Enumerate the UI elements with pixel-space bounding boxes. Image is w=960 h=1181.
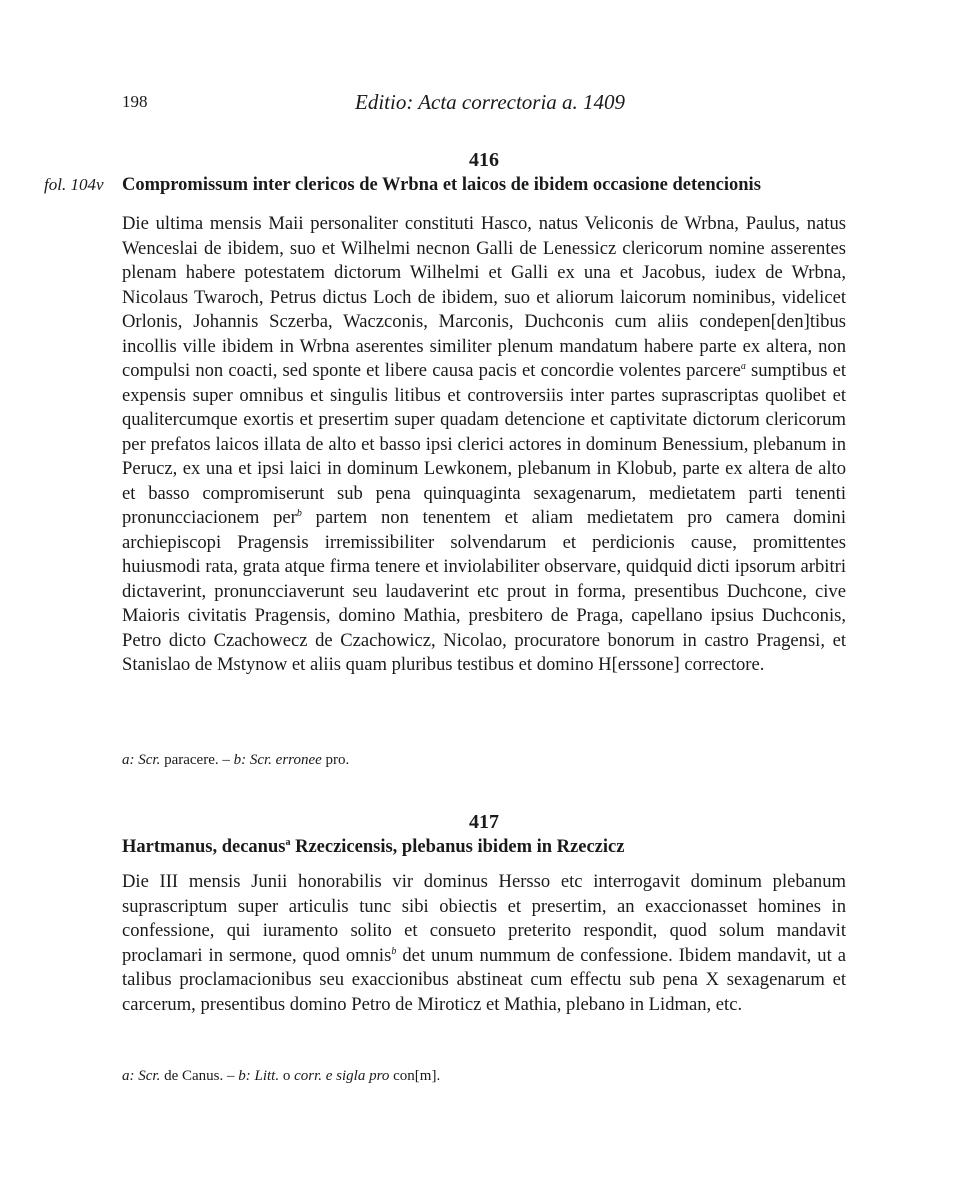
page-number: 198 — [122, 92, 148, 111]
footnote-text: de Canus. – — [160, 1068, 239, 1084]
footnote-label: b: Litt. — [238, 1068, 280, 1084]
entry-body — [122, 212, 846, 678]
entry-title-text: Hartmanus, decanus — [122, 837, 286, 857]
body-text-part: Die III mensis Junii honorabilis vir dominus Hersso etc interrogavit dominum plebanum suprascriptum super articulis tunc sibi obiectis et presertim, an exaccionasset homines in confessione, qui iuramento solito et consueto preterito respondit, quod solum mandavit proclamari in sermone, quod omnis — [122, 871, 846, 966]
entry-title-text: Rzeczicensis, plebanus ibidem in Rzeczicz — [290, 837, 625, 857]
footnotes-417 — [122, 1066, 440, 1086]
footnote-text: o — [279, 1068, 295, 1084]
footnote-label: corr. e sigla pro — [294, 1068, 390, 1084]
footnotes-416 — [122, 750, 349, 770]
body-text-part: det unum nummum de confessione. Ibidem mandavit, ut a talibus proclamacionibus seu exaccionibus abstineat cum effectu sub pena X sexagenarum et carcerum, presentibus domino Petro de Miroticz et Mathia, plebano in Lidman, etc. — [122, 944, 847, 1015]
entry-number: 416 — [469, 149, 499, 171]
running-head: Editio: Acta correctoria a. 1409 — [355, 90, 626, 114]
footnote-text: pro. — [321, 752, 350, 768]
footnote-text: con[m]. — [389, 1068, 441, 1084]
entry-416 — [44, 148, 846, 678]
footnote-mark-a: a — [740, 360, 746, 372]
body-text-part: sumptibus et expensis super omnibus et singulis litibus et controversiis inter partes suprascriptas quolibet et qualitercumque exortis et presertim super quadam detencione et captivitate dictorum clericorum per prefatos laicos illata de alto et basso ipsi clerici actores in dominum Benessium, plebanum in Perucz, ex una et ipsi laici in dominum Lewkonem, plebanum in Klobub, parte ex altera de alto et basso compromiserunt sub pena quinquaginta sexagenarum, medietatem parti tenenti pronuncciacionem per — [122, 360, 846, 528]
entry-body — [122, 870, 846, 1017]
footnote-label: a: Scr. — [122, 752, 161, 768]
entry-number: 417 — [469, 811, 499, 833]
entry-417 — [122, 810, 846, 1017]
footnote-mark-b: b — [296, 507, 302, 519]
entry-title-text: Compromissum inter clericos de Wrbna et laicos de ibidem occasione detencionis — [122, 175, 761, 195]
footnote-label: a: Scr. — [122, 1068, 161, 1084]
folio-reference: fol. 104v — [44, 175, 104, 194]
body-text-part: Die ultima mensis Maii personaliter constituti Hasco, natus Veliconis de Wrbna, Paulus, natus Wenceslai de ibidem, suo et Wilhelmi necnon Galli de Lenessicz clericorum nomine asserentes plenam habere potestatem dictorum Wilhelmi et Galli ex una et Jacobus, iudex de Wrbna, Nicolaus Twaroch, Petrus dictus Loch de ibidem, suo et aliorum laicorum nominibus, videlicet Orlonis, Johannis Sczerba, Waczconis, Marconis, Duchconis cum aliis condepen[den]tibus incollis ville ibidem in Wrbna aserentes similiter plenum mandatum habere parte ex altera, non compulsi non coacti, sed sponte et libere causa pacis et concordie volentes parcere — [122, 213, 846, 381]
footnote-mark-b: b — [391, 945, 397, 957]
footnote-text: paracere. – — [160, 752, 234, 768]
entry-title — [44, 172, 846, 198]
entry-title — [122, 834, 846, 860]
body-text-part: partem non tenentem et aliam medietatem pro camera domini archiepiscopi Pragensis irremissibiliter solvendarum et perdicionis cause, promittentes huiusmodi rata, grata atque firma tenere et inviolabiliter observare, quidquid dicti ipsorum arbitri dictaverint, pronuncciaverunt seu laudaverint etc prout in forma, presentibus Duchcone, cive Maioris civitatis Pragensis, domino Mathia, presbitero de Praga, capellano ipsius Duchconis, Petro dicto Czachowecz de Czachowicz, Nicolao, procuratore bonorum in castro Pragensi, et Stanislao de Mstynow et aliis quam pluribus testibus et domino H[erssone] correctore. — [122, 507, 846, 675]
footnote-label: b: Scr. erronee — [233, 752, 322, 768]
footnote-mark-a: a — [285, 836, 291, 848]
